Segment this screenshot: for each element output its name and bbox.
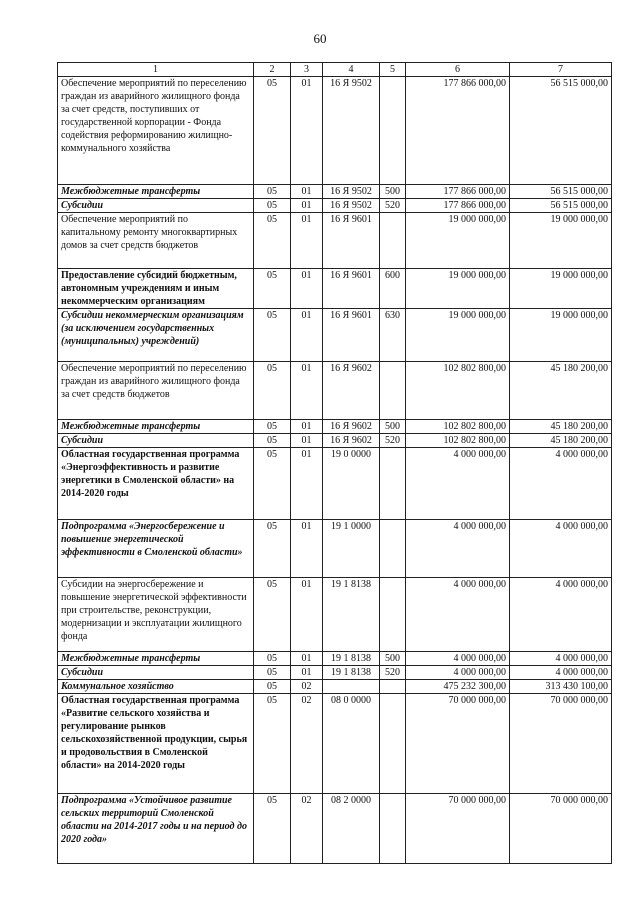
cell-target-code: 19 1 8138 <box>323 652 380 666</box>
column-header: 2 <box>254 63 291 77</box>
row-name: Обеспечение мероприятий по переселению граждан из аварийного жилищного фонда за счет средств, поступивших от государственной корпорации - Фонда содействия реформированию жилищно-коммунального хозяйства <box>58 77 254 185</box>
table-row <box>58 199 612 213</box>
cell-amount-year1: 4 000 000,00 <box>406 520 510 578</box>
cell-amount-year2: 4 000 000,00 <box>510 666 612 680</box>
cell-amount-year2: 313 430 100,00 <box>510 680 612 694</box>
cell-section: 05 <box>254 520 291 578</box>
table-row <box>58 520 612 578</box>
page-number: 60 <box>313 31 327 46</box>
cell-subsection: 01 <box>291 309 323 362</box>
table-row <box>58 680 612 694</box>
column-header: 4 <box>323 63 380 77</box>
row-name: Подпрограмма «Энергосбережение и повышение энергетической эффективности в Смоленской области» <box>58 520 254 578</box>
table-row <box>58 652 612 666</box>
table-row <box>58 185 612 199</box>
cell-target-code: 19 1 8138 <box>323 666 380 680</box>
cell-expense-type <box>380 213 406 269</box>
cell-amount-year1: 177 866 000,00 <box>406 185 510 199</box>
cell-section: 05 <box>254 420 291 434</box>
cell-target-code: 16 Я 9502 <box>323 199 380 213</box>
row-name: Субсидии некоммерческим организациям (за исключением государственных (муниципальных) учреждений) <box>58 309 254 362</box>
cell-expense-type <box>380 520 406 578</box>
cell-section: 05 <box>254 185 291 199</box>
table-row <box>58 434 612 448</box>
cell-amount-year2: 4 000 000,00 <box>510 520 612 578</box>
cell-target-code: 16 Я 9601 <box>323 309 380 362</box>
cell-amount-year1: 19 000 000,00 <box>406 213 510 269</box>
cell-expense-type: 500 <box>380 652 406 666</box>
cell-target-code: 08 2 0000 <box>323 794 380 864</box>
cell-target-code: 08 0 0000 <box>323 694 380 794</box>
cell-section: 05 <box>254 794 291 864</box>
row-name: Субсидии <box>58 199 254 213</box>
cell-amount-year2: 19 000 000,00 <box>510 269 612 309</box>
cell-section: 05 <box>254 269 291 309</box>
cell-amount-year1: 102 802 800,00 <box>406 362 510 420</box>
column-header: 6 <box>406 63 510 77</box>
cell-amount-year2: 70 000 000,00 <box>510 694 612 794</box>
row-name: Межбюджетные трансферты <box>58 652 254 666</box>
cell-amount-year2: 45 180 200,00 <box>510 420 612 434</box>
row-name: Субсидии <box>58 434 254 448</box>
cell-subsection: 01 <box>291 199 323 213</box>
table-row <box>58 213 612 269</box>
row-name: Обеспечение мероприятий по переселению граждан из аварийного жилищного фонда за счет средств бюджетов <box>58 362 254 420</box>
cell-target-code: 16 Я 9602 <box>323 434 380 448</box>
cell-subsection: 01 <box>291 185 323 199</box>
row-name: Обеспечение мероприятий по капитальному ремонту многоквартирных домов за счет средств бюджетов <box>58 213 254 269</box>
cell-amount-year1: 70 000 000,00 <box>406 794 510 864</box>
cell-expense-type: 520 <box>380 666 406 680</box>
cell-section: 05 <box>254 309 291 362</box>
cell-subsection: 02 <box>291 680 323 694</box>
table-row <box>58 362 612 420</box>
cell-section: 05 <box>254 213 291 269</box>
row-name: Областная государственная программа «Энергоэффективность и развитие энергетики в Смоленской области» на 2014-2020 годы <box>58 448 254 520</box>
cell-expense-type <box>380 362 406 420</box>
cell-subsection: 01 <box>291 420 323 434</box>
cell-amount-year1: 19 000 000,00 <box>406 309 510 362</box>
cell-amount-year2: 4 000 000,00 <box>510 652 612 666</box>
column-header: 1 <box>58 63 254 77</box>
cell-subsection: 02 <box>291 794 323 864</box>
cell-amount-year2: 19 000 000,00 <box>510 213 612 269</box>
cell-section: 05 <box>254 666 291 680</box>
cell-target-code: 16 Я 9602 <box>323 420 380 434</box>
cell-section: 05 <box>254 680 291 694</box>
table-row <box>58 77 612 185</box>
cell-amount-year1: 177 866 000,00 <box>406 199 510 213</box>
cell-amount-year1: 19 000 000,00 <box>406 269 510 309</box>
cell-subsection: 01 <box>291 269 323 309</box>
cell-subsection: 01 <box>291 652 323 666</box>
cell-amount-year2: 4 000 000,00 <box>510 448 612 520</box>
cell-amount-year1: 475 232 300,00 <box>406 680 510 694</box>
cell-subsection: 01 <box>291 362 323 420</box>
cell-amount-year2: 45 180 200,00 <box>510 362 612 420</box>
cell-amount-year1: 4 000 000,00 <box>406 652 510 666</box>
row-name: Субсидии на энергосбережение и повышение энергетической эффективности при строительстве, реконструкции, модернизации и эксплуатации жилищного фонда <box>58 578 254 652</box>
cell-target-code: 16 Я 9502 <box>323 77 380 185</box>
cell-expense-type <box>380 694 406 794</box>
cell-expense-type <box>380 680 406 694</box>
cell-section: 05 <box>254 199 291 213</box>
row-name: Предоставление субсидий бюджетным, автономным учреждениям и иным некоммерческим организациям <box>58 269 254 309</box>
cell-target-code <box>323 680 380 694</box>
cell-expense-type: 630 <box>380 309 406 362</box>
row-name: Областная государственная программа «Развитие сельского хозяйства и регулирование рынков сельскохозяйственной продукции, сырья и продовольствия в Смоленской области» на 2014-2020 годы <box>58 694 254 794</box>
cell-amount-year2: 56 515 000,00 <box>510 77 612 185</box>
cell-subsection: 01 <box>291 77 323 185</box>
table-row <box>58 694 612 794</box>
cell-target-code: 19 0 0000 <box>323 448 380 520</box>
cell-expense-type: 520 <box>380 434 406 448</box>
table-header-row <box>58 63 612 77</box>
cell-amount-year2: 56 515 000,00 <box>510 199 612 213</box>
cell-subsection: 01 <box>291 520 323 578</box>
cell-subsection: 01 <box>291 578 323 652</box>
cell-target-code: 19 1 8138 <box>323 578 380 652</box>
cell-section: 05 <box>254 362 291 420</box>
cell-amount-year2: 70 000 000,00 <box>510 794 612 864</box>
row-name: Межбюджетные трансферты <box>58 185 254 199</box>
cell-amount-year1: 102 802 800,00 <box>406 420 510 434</box>
column-header: 5 <box>380 63 406 77</box>
table-row <box>58 794 612 864</box>
cell-section: 05 <box>254 434 291 448</box>
cell-amount-year2: 4 000 000,00 <box>510 578 612 652</box>
cell-section: 05 <box>254 448 291 520</box>
cell-section: 05 <box>254 652 291 666</box>
cell-subsection: 01 <box>291 448 323 520</box>
cell-amount-year1: 177 866 000,00 <box>406 77 510 185</box>
table-row <box>58 448 612 520</box>
table-row <box>58 269 612 309</box>
cell-target-code: 16 Я 9601 <box>323 269 380 309</box>
cell-amount-year1: 4 000 000,00 <box>406 448 510 520</box>
table-row <box>58 578 612 652</box>
budget-table <box>57 62 612 864</box>
row-name: Межбюджетные трансферты <box>58 420 254 434</box>
table-row <box>58 420 612 434</box>
cell-target-code: 16 Я 9502 <box>323 185 380 199</box>
cell-target-code: 16 Я 9602 <box>323 362 380 420</box>
row-name: Субсидии <box>58 666 254 680</box>
column-header: 3 <box>291 63 323 77</box>
cell-expense-type <box>380 578 406 652</box>
cell-target-code: 19 1 0000 <box>323 520 380 578</box>
cell-subsection: 01 <box>291 213 323 269</box>
cell-expense-type <box>380 77 406 185</box>
cell-expense-type: 520 <box>380 199 406 213</box>
cell-subsection: 01 <box>291 666 323 680</box>
cell-subsection: 02 <box>291 694 323 794</box>
cell-amount-year2: 19 000 000,00 <box>510 309 612 362</box>
cell-expense-type <box>380 794 406 864</box>
table-row <box>58 666 612 680</box>
cell-amount-year1: 4 000 000,00 <box>406 578 510 652</box>
cell-section: 05 <box>254 77 291 185</box>
cell-target-code: 16 Я 9601 <box>323 213 380 269</box>
row-name: Подпрограмма «Устойчивое развитие сельских территорий Смоленской области на 2014-2017 годы и на период до 2020 года» <box>58 794 254 864</box>
cell-amount-year2: 56 515 000,00 <box>510 185 612 199</box>
column-header: 7 <box>510 63 612 77</box>
cell-expense-type: 500 <box>380 420 406 434</box>
cell-amount-year1: 70 000 000,00 <box>406 694 510 794</box>
cell-amount-year2: 45 180 200,00 <box>510 434 612 448</box>
cell-amount-year1: 4 000 000,00 <box>406 666 510 680</box>
cell-subsection: 01 <box>291 434 323 448</box>
cell-amount-year1: 102 802 800,00 <box>406 434 510 448</box>
table-row <box>58 309 612 362</box>
cell-expense-type: 600 <box>380 269 406 309</box>
cell-section: 05 <box>254 578 291 652</box>
cell-expense-type <box>380 448 406 520</box>
cell-section: 05 <box>254 694 291 794</box>
cell-expense-type: 500 <box>380 185 406 199</box>
row-name: Коммунальное хозяйство <box>58 680 254 694</box>
